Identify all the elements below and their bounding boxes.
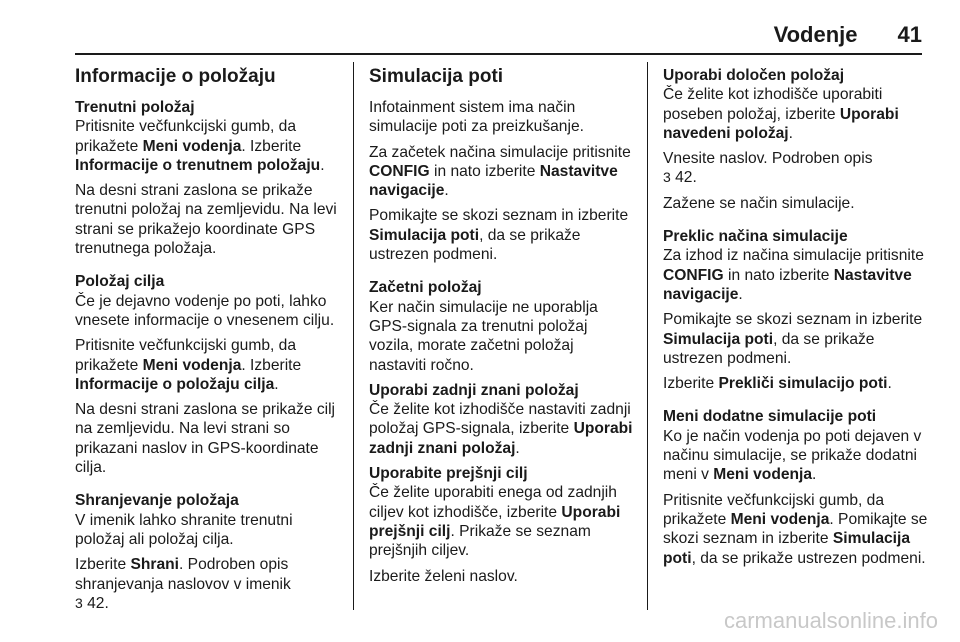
subsection-title: Trenutni položaj	[75, 99, 195, 116]
paragraph: Ker način simulacije ne uporablja GPS-signala za trenutni položaj vozila, morate začetni položaj nastaviti ročno.	[369, 298, 598, 374]
subsection-title: Uporabi zadnji znani položaj	[369, 381, 579, 399]
subsection-title: Uporabite prejšnji cilj	[369, 465, 528, 483]
subsection-title: Začetni položaj	[369, 279, 482, 297]
page-ref: 42.	[82, 594, 109, 612]
paragraph: Na desni strani zaslona se prikaže trenutni položaj na zemljevidu. Na levi strani se prikažejo koordinate GPS trenutnega položaja.	[75, 182, 337, 258]
section-heading: Simulacija poti	[369, 66, 504, 87]
paragraph: Izberite Prekliči simulacijo poti.	[663, 375, 892, 393]
paragraph: Ko je način vodenja po poti dejaven v načinu simulacije, se prikaže dodatni meni v Meni vodenja.	[663, 427, 922, 484]
header-rule	[75, 53, 922, 55]
column-1	[75, 66, 343, 619]
column-divider	[353, 62, 354, 610]
subsection-title: Shranjevanje položaja	[75, 492, 239, 510]
column-3	[663, 66, 928, 574]
paragraph: Izberite Shrani. Podroben opis shranjevanja naslovov v imenik 3 42.	[75, 556, 291, 612]
paragraph: Pomikajte se skozi seznam in izberite Simulacija poti, da se prikaže ustrezen podmeni.	[663, 311, 923, 367]
paragraph: Vnesite naslov. Podroben opis 3 42.	[663, 150, 873, 187]
page-ref-arrow-icon: 3	[75, 594, 83, 611]
paragraph: Če želite kot izhodišče uporabiti poseben položaj, izberite Uporabi navedeni položaj.	[663, 86, 899, 142]
paragraph: V imenik lahko shranite trenutni položaj ali položaj cilja.	[75, 511, 293, 548]
subsection-title: Meni dodatne simulacije poti	[663, 408, 877, 426]
paragraph: Za začetek načina simulacije pritisnite CONFIG in nato izberite Nastavitve navigacije.	[369, 143, 631, 200]
paragraph: Pritisnite večfunkcijski gumb, da prikažete Meni vodenja. Izberite Informacije o trenutnem položaju.	[75, 118, 325, 174]
subsection-title: Uporabi določen položaj	[663, 67, 845, 84]
column-divider	[647, 62, 648, 610]
page-ref-arrow-icon: 3	[663, 169, 671, 186]
paragraph: Pomikajte se skozi seznam in izberite Simulacija poti, da se prikaže ustrezen podmeni.	[369, 207, 629, 264]
paragraph: Infotainment sistem ima način simulacije poti za preizkušanje.	[369, 99, 584, 136]
watermark: carmanualsonline.info	[723, 608, 938, 633]
paragraph: Pritisnite večfunkcijski gumb, da prikažete Meni vodenja. Izberite Informacije o položaju cilja.	[75, 337, 302, 393]
subsection-title: Položaj cilja	[75, 273, 165, 291]
paragraph: Če je dejavno vodenje po poti, lahko vnesete informacije o vnesenem cilju.	[75, 292, 335, 329]
paragraph: Pritisnite večfunkcijski gumb, da prikažete Meni vodenja. Pomikajte se skozi seznam in izberite Simulacija poti, da se prikaže ustrezen podmeni.	[663, 491, 928, 567]
chapter-title: Vodenje	[773, 22, 858, 47]
page-number: 41	[897, 22, 922, 47]
page-header	[774, 22, 922, 48]
subsection-title: Preklic načina simulacije	[663, 228, 848, 246]
paragraph: Zažene se način simulacije.	[663, 194, 855, 212]
paragraph: Na desni strani zaslona se prikaže cilj na zemljevidu. Na levi strani so prikazani naslov in GPS-koordinate cilja.	[75, 401, 336, 477]
column-2	[369, 66, 635, 592]
page-ref: 42.	[670, 169, 697, 187]
section-heading: Informacije o položaju	[75, 66, 276, 87]
paragraph: Izberite želeni naslov.	[369, 567, 518, 585]
paragraph: Če želite kot izhodišče nastaviti zadnji položaj GPS-signala, izberite Uporabi zadnji znani položaj.	[369, 401, 633, 457]
paragraph: Za izhod iz načina simulacije pritisnite CONFIG in nato izberite Nastavitve navigacije.	[663, 247, 924, 303]
paragraph: Če želite uporabiti enega od zadnjih ciljev kot izhodišče, izberite Uporabi prejšnji cilj. Prikaže se seznam prejšnjih ciljev.	[369, 484, 621, 560]
